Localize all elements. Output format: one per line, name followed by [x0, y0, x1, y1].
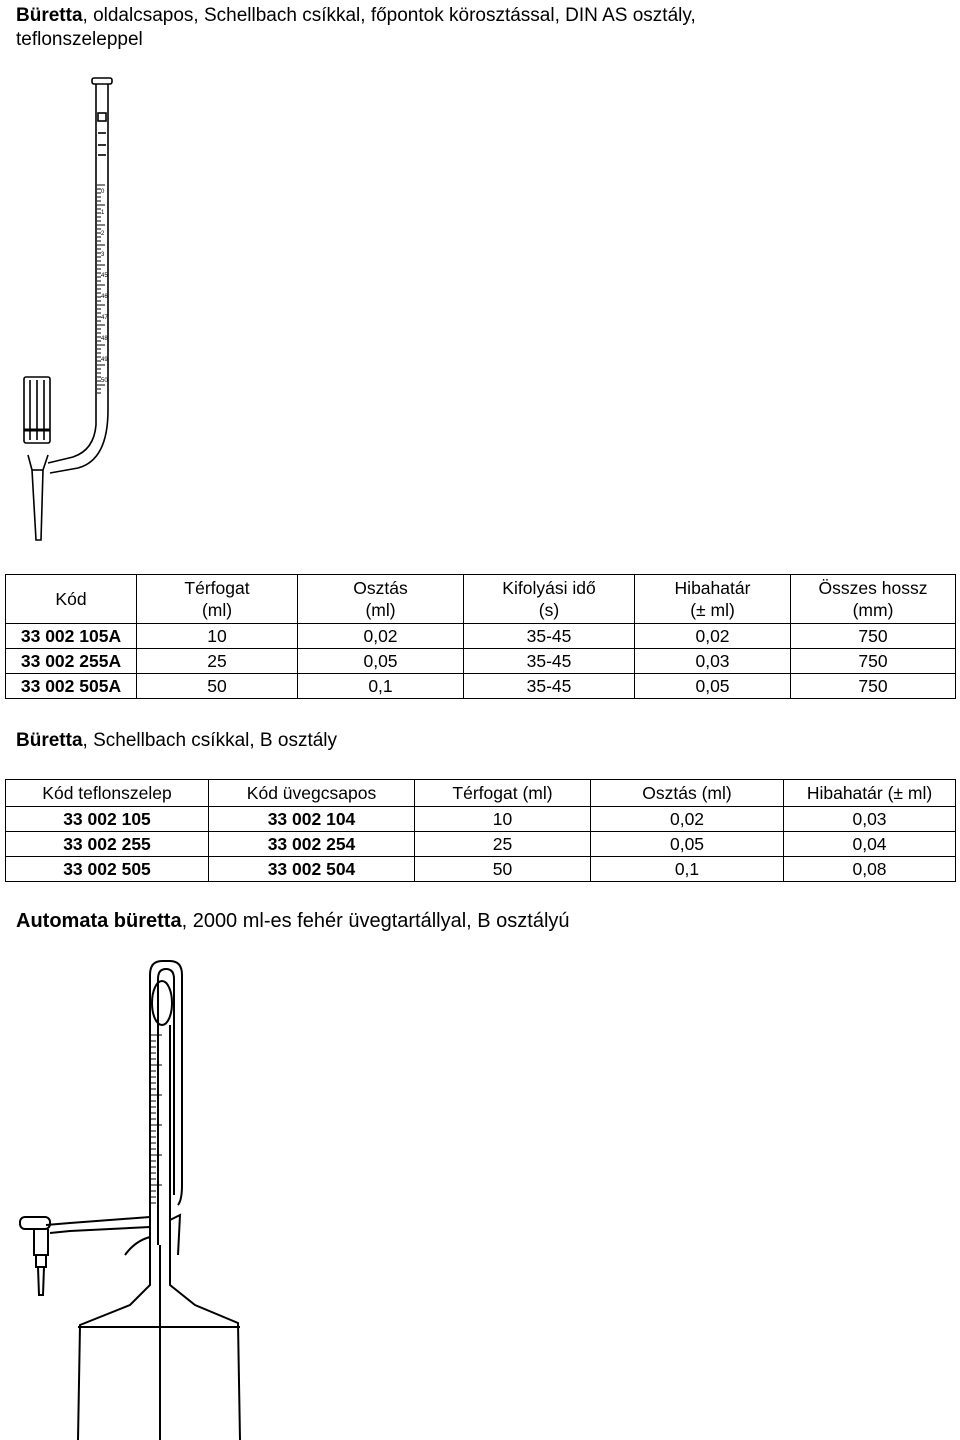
cell-code-glass: 33 002 504: [209, 857, 415, 882]
cell-tolerance: 0,03: [635, 649, 791, 674]
cell-division: 0,1: [298, 674, 464, 699]
cell-code-glass: 33 002 254: [209, 832, 415, 857]
header-code-teflon: Kód teflonszelep: [6, 780, 209, 807]
cell-volume: 10: [137, 624, 298, 649]
heading-bold: Büretta: [16, 5, 83, 26]
table-row: [6, 857, 956, 882]
header-code: Kód: [6, 575, 137, 624]
table-row: [6, 832, 956, 857]
heading-bold: Automata büretta: [16, 910, 182, 932]
graduation-number: 0: [101, 189, 105, 195]
section-heading-automatic-buretta: [16, 909, 570, 933]
cell-code-teflon: 33 002 255: [6, 832, 209, 857]
heading-rest: , Schellbach csíkkal, B osztály: [82, 730, 338, 751]
cell-total-length: 750: [791, 624, 956, 649]
table-header-row: [6, 575, 956, 624]
cell-outflow-time: 35-45: [464, 649, 635, 674]
table-row: [6, 807, 956, 832]
cell-tolerance: 0,08: [784, 857, 956, 882]
heading-bold: Büretta: [16, 730, 83, 751]
graduation-number: 50: [101, 378, 108, 384]
cell-volume: 50: [415, 857, 591, 882]
header-total-length: Összes hossz (mm): [791, 575, 956, 624]
cell-volume: 25: [415, 832, 591, 857]
section-heading-buretta-class-b: [16, 729, 337, 753]
cell-division: 0,02: [298, 624, 464, 649]
cell-code: 33 002 105A: [6, 624, 137, 649]
cell-volume: 50: [137, 674, 298, 699]
cell-division: 0,05: [298, 649, 464, 674]
cell-tolerance: 0,03: [784, 807, 956, 832]
header-division: Osztás (ml): [298, 575, 464, 624]
graduation-number: 47: [101, 315, 108, 321]
graduation-number: 1: [101, 210, 105, 216]
buretta-spec-table: [5, 574, 956, 699]
cell-volume: 10: [415, 807, 591, 832]
graduation-number: 49: [101, 357, 108, 363]
cell-total-length: 750: [791, 649, 956, 674]
header-outflow-time: Kifolyási idő (s): [464, 575, 635, 624]
table-row: [6, 674, 956, 699]
graduation-number: 45: [101, 273, 108, 279]
cell-tolerance: 0,02: [635, 624, 791, 649]
heading-rest: , 2000 ml-es fehér üvegtartállyal, B osztályú: [181, 910, 570, 932]
cell-volume: 25: [137, 649, 298, 674]
automatic-burette-illustration: [10, 955, 260, 1440]
buretta-class-b-table: [5, 779, 956, 882]
cell-division: 0,05: [591, 832, 784, 857]
header-code-glass: Kód üvegcsapos: [209, 780, 415, 807]
heading-rest: , oldalcsapos, Schellbach csíkkal, főpontok körosztással, DIN AS osztály, teflonszeleppel: [16, 5, 696, 50]
cell-code-glass: 33 002 104: [209, 807, 415, 832]
table-header-row: [6, 780, 956, 807]
header-volume: Térfogat (ml): [415, 780, 591, 807]
cell-code-teflon: 33 002 505: [6, 857, 209, 882]
graduation-number: 48: [101, 336, 108, 342]
header-tolerance: Hibahatár (± ml): [784, 780, 956, 807]
cell-tolerance: 0,04: [784, 832, 956, 857]
graduation-number: 3: [101, 252, 105, 258]
header-division: Osztás (ml): [591, 780, 784, 807]
burette-illustration: [18, 75, 128, 545]
cell-code: 33 002 505A: [6, 674, 137, 699]
cell-code-teflon: 33 002 105: [6, 807, 209, 832]
graduation-number: 46: [101, 294, 108, 300]
header-volume: Térfogat (ml): [137, 575, 298, 624]
section-heading-buretta-side-stopcock: [16, 4, 716, 52]
cell-code: 33 002 255A: [6, 649, 137, 674]
table-row: [6, 649, 956, 674]
cell-outflow-time: 35-45: [464, 674, 635, 699]
cell-division: 0,02: [591, 807, 784, 832]
header-tolerance: Hibahatár (± ml): [635, 575, 791, 624]
cell-tolerance: 0,05: [635, 674, 791, 699]
graduation-number: 2: [101, 231, 105, 237]
table-row: [6, 624, 956, 649]
cell-total-length: 750: [791, 674, 956, 699]
cell-division: 0,1: [591, 857, 784, 882]
cell-outflow-time: 35-45: [464, 624, 635, 649]
